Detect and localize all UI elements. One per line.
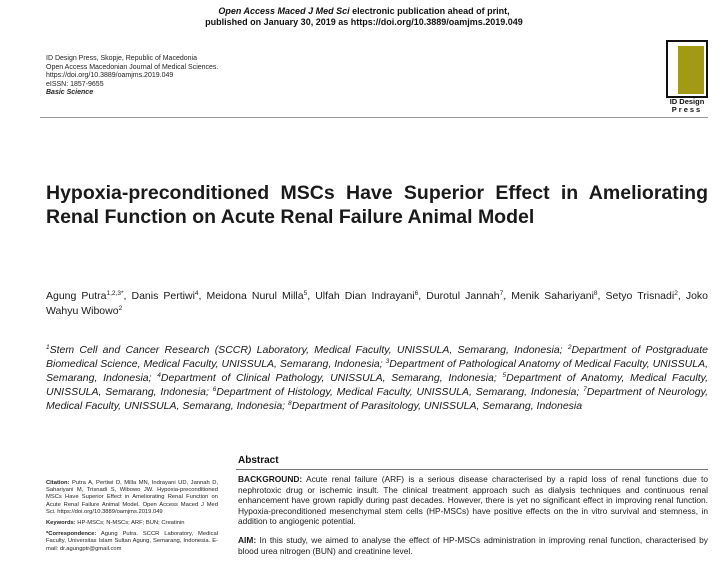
abstract-aim <box>238 535 708 556</box>
author-affiliation-mark: 5 <box>303 290 308 297</box>
journal-name: Open Access Maced J Med Sci <box>218 6 350 16</box>
ahead-line-1 <box>0 6 728 17</box>
author-name: Durotul Jannah <box>426 290 500 302</box>
author-affiliation-mark: 2 <box>674 290 678 297</box>
affiliation-mark: 3 <box>385 358 390 365</box>
author <box>132 290 199 302</box>
author-affiliation-mark: 4 <box>194 290 199 297</box>
author-name: Meidona Nurul Milla <box>206 290 304 302</box>
affiliation-mark: 5 <box>502 372 507 379</box>
article-title: Hypoxia-preconditioned MSCs Have Superior Effect in Ameliorating Renal Function on Acute Renal Failure Animal Model <box>46 182 708 228</box>
author <box>606 290 678 302</box>
correspondence-label: *Correspondence: <box>46 531 97 538</box>
author-affiliation-mark: 2 <box>118 305 123 312</box>
affiliation <box>213 386 580 398</box>
affiliation-mark: 6 <box>212 386 217 393</box>
affiliation-text: Department of Pathological Anatomy of Medical Faculty, UNISSULA, Semarang, Indonesia; <box>46 358 709 384</box>
affiliation-mark: 1 <box>46 344 50 351</box>
keywords-text: HP-MSCs; N-MSCs; ARF; BUN; Creatinin <box>77 520 185 527</box>
affiliation-text: Department of Anatomy, Medical Faculty, UNISSULA, Semarang, Indonesia; <box>46 372 709 398</box>
affiliation <box>157 372 497 384</box>
affiliation-list <box>46 343 708 413</box>
abstract-heading: Abstract <box>238 455 279 466</box>
author <box>46 290 124 302</box>
author <box>207 290 308 302</box>
affiliation-mark: 8 <box>288 400 292 407</box>
author <box>511 290 597 302</box>
author-list: Agung Putra$^{1,2,3*}$, Danis Pertiwi$^4$, Meidona Nurul Milla$^5$, Ulfah Dian Indrayani$^6$, Durotul Jannah$^7$, Menik Sahariyani$^8$, Setyo Trisnadi$^2$, Joko Wahyu Wibowo$^2$ <box>46 290 708 317</box>
background-label: BACKGROUND: <box>238 474 303 484</box>
header-divider <box>40 117 708 118</box>
author-affiliation-mark: 6 <box>414 290 419 297</box>
citation-label: Citation: <box>46 480 70 486</box>
keywords-label: Keywords: <box>46 520 76 527</box>
logo-label-2: Press <box>671 105 703 114</box>
aim-text: In this study, we aimed to analyse the effect of HP-MSCs administration in improving renal function, characterised by blood urea nitrogen (BUN) and creatinine level. <box>238 534 708 556</box>
abstract-background <box>238 474 708 527</box>
author-name: Agung Putra <box>46 290 107 302</box>
affiliation-text: Department of Neurology, Medical Faculty, UNISSULA, Semarang, Indonesia; <box>46 386 708 412</box>
citation-text: Putra A, Pertiwi D, Milla MN, Indrayani UD, Jannah D, Sahariyani M, Trisnadi S, Wibowo JW. Hypoxia-preconditioned MSCs Have Superior Effect in Ameliorating Renal Function on Acute Renal Failure Animal Model. Open Access Maced J Med Sci. https://doi.org/10.3889/oamjms.2019.049 <box>46 480 218 515</box>
logo-olive-block <box>678 46 704 94</box>
citation-block <box>46 480 218 516</box>
abstract-divider <box>236 469 708 470</box>
affiliation-text: Department of Parasitology, UNISSULA, Semarang, Indonesia <box>291 400 583 412</box>
affiliation-text: Department of Clinical Pathology, UNISSULA, Semarang, Indonesia; <box>160 372 497 384</box>
affiliation-text: Stem Cell and Cancer Research (SCCR) Laboratory, Medical Faculty, UNISSULA, Semarang, Indonesia; <box>49 344 563 356</box>
ahead-line-2: published on January 30, 2019 as https://doi.org/10.3889/oamjms.2019.049 <box>205 17 523 27</box>
affiliation-text: Department of Histology, Medical Faculty, UNISSULA, Semarang, Indonesia; <box>216 386 580 398</box>
ahead-of-print-notice <box>0 6 728 28</box>
affiliation-text: Department of Postgraduate Biomedical Science, Medical Faculty, UNISSULA, Semarang, Indonesia; <box>46 344 708 370</box>
correspondence-text: Agung Putra. SCCR Laboratory, Medical Faculty, Universitas Islam Sultan Agung, Semarang, Indonesia. E-mail: dr.agungptr@gmail.com <box>46 531 218 552</box>
abstract-body <box>238 474 708 564</box>
author <box>315 290 418 302</box>
aim-label: AIM: <box>238 534 257 545</box>
author-affiliation-mark: 1,2,3* <box>106 290 124 297</box>
keywords-block <box>46 520 218 527</box>
background-text: Acute renal failure (ARF) is a serious disease characterised by a rapid loss of renal functions due to nephrotoxic drug or ischemic insult. The clinical treatment approach such as dialysis techniques and continuous renal enhancement have grown rapidly during past decades. However, there is yet no significant effect in improving renal function. Hypoxia-preconditioned mesenchymal stem cells (HP-MSCs) have positive effects on the in vitro survival and stemness, in addition to angiogenic potential. <box>238 474 708 527</box>
publisher-info <box>46 55 218 98</box>
affiliation-mark: 2 <box>567 344 572 351</box>
author-name: Setyo Trisnadi <box>605 290 675 302</box>
doi-line[interactable]: https://doi.org/10.3889/oamjms.2019.049 <box>46 72 174 80</box>
author-affiliation-mark: 7 <box>499 290 504 297</box>
affiliation-mark: 4 <box>157 372 161 379</box>
affiliation-mark: 7 <box>583 386 587 393</box>
author-name: Ulfah Dian Indrayani <box>315 290 415 302</box>
affiliation <box>46 344 563 356</box>
article-sidebar <box>46 480 218 557</box>
id-design-press-logo <box>666 40 708 116</box>
author-name: Menik Sahariyani <box>511 290 594 302</box>
author-name: Joko Wahyu Wibowo <box>46 290 708 317</box>
article-category: Basic Science <box>46 89 94 97</box>
author <box>426 290 503 302</box>
affiliation <box>288 400 582 412</box>
ahead-line-1-rest: electronic publication ahead of print, <box>352 6 510 16</box>
correspondence-block <box>46 531 218 553</box>
journal-line: Open Access Macedonian Journal of Medical Sciences. <box>46 63 219 71</box>
author-name: Danis Pertiwi <box>131 290 195 302</box>
eissn-line: eISSN: 1857-9655 <box>46 80 104 88</box>
logo-label-1: ID Design <box>669 97 705 106</box>
author-affiliation-mark: 8 <box>593 290 598 297</box>
publisher-line: ID Design Press, Skopje, Republic of Macedonia <box>46 55 197 62</box>
